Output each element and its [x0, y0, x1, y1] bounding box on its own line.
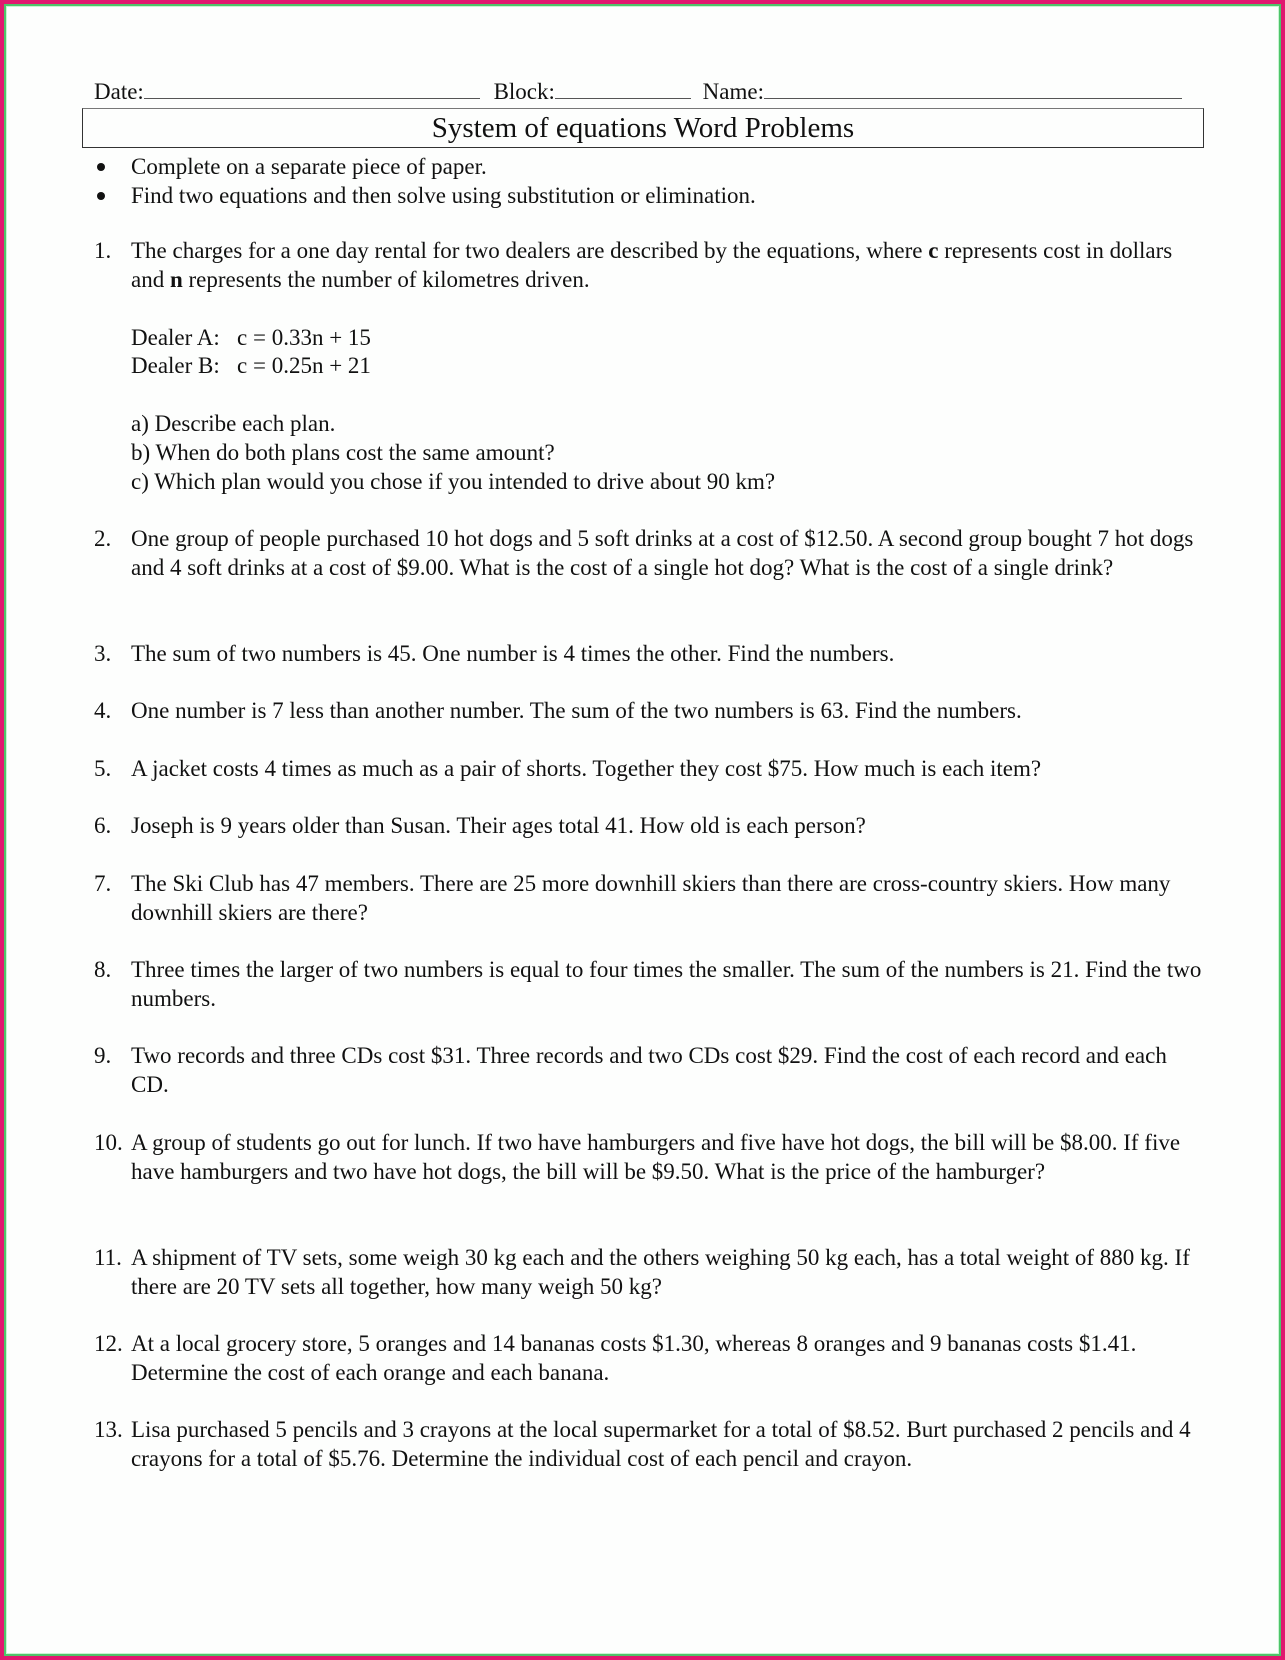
question-number: 8.	[94, 957, 112, 982]
question-text: The Ski Club has 47 members. There are 25 more downhill skiers than there are cross-country skiers. How many downhill skiers are there?	[131, 871, 1171, 925]
name-blank[interactable]	[764, 78, 1182, 99]
dealer-b-equation: Dealer B: c = 0.25n + 21	[131, 353, 371, 379]
question-number: 2.	[94, 526, 112, 551]
question-text: A jacket costs 4 times as much as a pair of shorts. Together they cost $75. How much is each item?	[131, 756, 1042, 781]
question-text: The charges for a one day rental for two dealers are described by the equations, where c represents cost in dollars and n represents the number of kilometres driven.	[131, 238, 1173, 292]
block-label: Block:	[493, 79, 555, 104]
question-number: 11.	[94, 1245, 122, 1270]
dealer-a-equation: Dealer A: c = 0.33n + 15	[131, 324, 371, 350]
date-blank[interactable]	[144, 78, 480, 99]
name-label: Name:	[702, 79, 764, 104]
header-fields	[94, 78, 1182, 106]
question-9	[94, 1042, 1204, 1100]
question-2	[94, 525, 1204, 583]
question-text: A shipment of TV sets, some weigh 30 kg each and the others weighing 50 kg each, has a total weight of 880 kg. If there are 20 TV sets all together, how many weigh 50 kg?	[131, 1245, 1190, 1299]
question-text: Two records and three CDs cost $31. Three records and two CDs cost $29. Find the cost of each record and each CD.	[131, 1043, 1167, 1097]
question-number: 1.	[94, 238, 112, 263]
part-c: c) Which plan would you chose if you intended to drive about 90 km?	[131, 468, 776, 494]
question-3	[94, 640, 1204, 669]
question-12	[94, 1330, 1204, 1388]
question-13	[94, 1416, 1204, 1474]
question-text: Joseph is 9 years older than Susan. Their ages total 41. How old is each person?	[131, 813, 866, 838]
question-11	[94, 1244, 1204, 1302]
bullet-icon	[97, 163, 105, 171]
question-text: The sum of two numbers is 45. One number is 4 times the other. Find the numbers.	[131, 641, 895, 666]
question-number: 10.	[94, 1130, 123, 1155]
part-b: b) When do both plans cost the same amount?	[131, 439, 555, 465]
question-number: 12.	[94, 1331, 123, 1356]
question-number: 7.	[94, 871, 112, 896]
instruction-item: Complete on a separate piece of paper.	[94, 152, 756, 181]
question-4	[94, 697, 1204, 726]
question-number: 9.	[94, 1043, 112, 1068]
question-5	[94, 755, 1204, 784]
date-label: Date:	[94, 79, 144, 104]
question-text: One group of people purchased 10 hot dogs and 5 soft drinks at a cost of $12.50. A second group bought 7 hot dogs and 4 soft drinks at a cost of $9.00. What is the cost of a single hot dog? What is the cost of a single drink?	[131, 526, 1194, 580]
question-6	[94, 812, 1204, 841]
question-number: 3.	[94, 641, 112, 666]
question-number: 13.	[94, 1417, 123, 1442]
question-text: Lisa purchased 5 pencils and 3 crayons at the local supermarket for a total of $8.52. Burt purchased 2 pencils and 4 crayons for a total of $5.76. Determine the individual cost of each pencil and crayon.	[131, 1417, 1191, 1471]
question-text: A group of students go out for lunch. If two have hamburgers and five have hot dogs, the bill will be $8.00. If five have hamburgers and two have hot dogs, the bill will be $9.50. What is the price of the hamburger?	[131, 1130, 1181, 1184]
question-number: 5.	[94, 756, 112, 781]
instructions-list	[94, 152, 756, 210]
question-text: At a local grocery store, 5 oranges and 14 bananas costs $1.30, whereas 8 oranges and 9 bananas costs $1.41. Determine the cost of each orange and each banana.	[131, 1331, 1137, 1385]
question-number: 6.	[94, 813, 112, 838]
question-8	[94, 956, 1204, 1014]
question-number: 4.	[94, 698, 112, 723]
question-text: Three times the larger of two numbers is equal to four times the smaller. The sum of the numbers is 21. Find the two numbers.	[131, 957, 1202, 1011]
part-a: a) Describe each plan.	[131, 411, 336, 437]
instruction-item: Find two equations and then solve using substitution or elimination.	[94, 181, 756, 210]
block-blank[interactable]	[555, 78, 691, 99]
page-title: System of equations Word Problems	[82, 108, 1204, 148]
question-10	[94, 1129, 1204, 1187]
question-1	[94, 237, 1204, 497]
bullet-icon	[97, 192, 105, 200]
question-7	[94, 870, 1204, 928]
question-text: One number is 7 less than another number. The sum of the two numbers is 63. Find the numbers.	[131, 698, 1022, 723]
